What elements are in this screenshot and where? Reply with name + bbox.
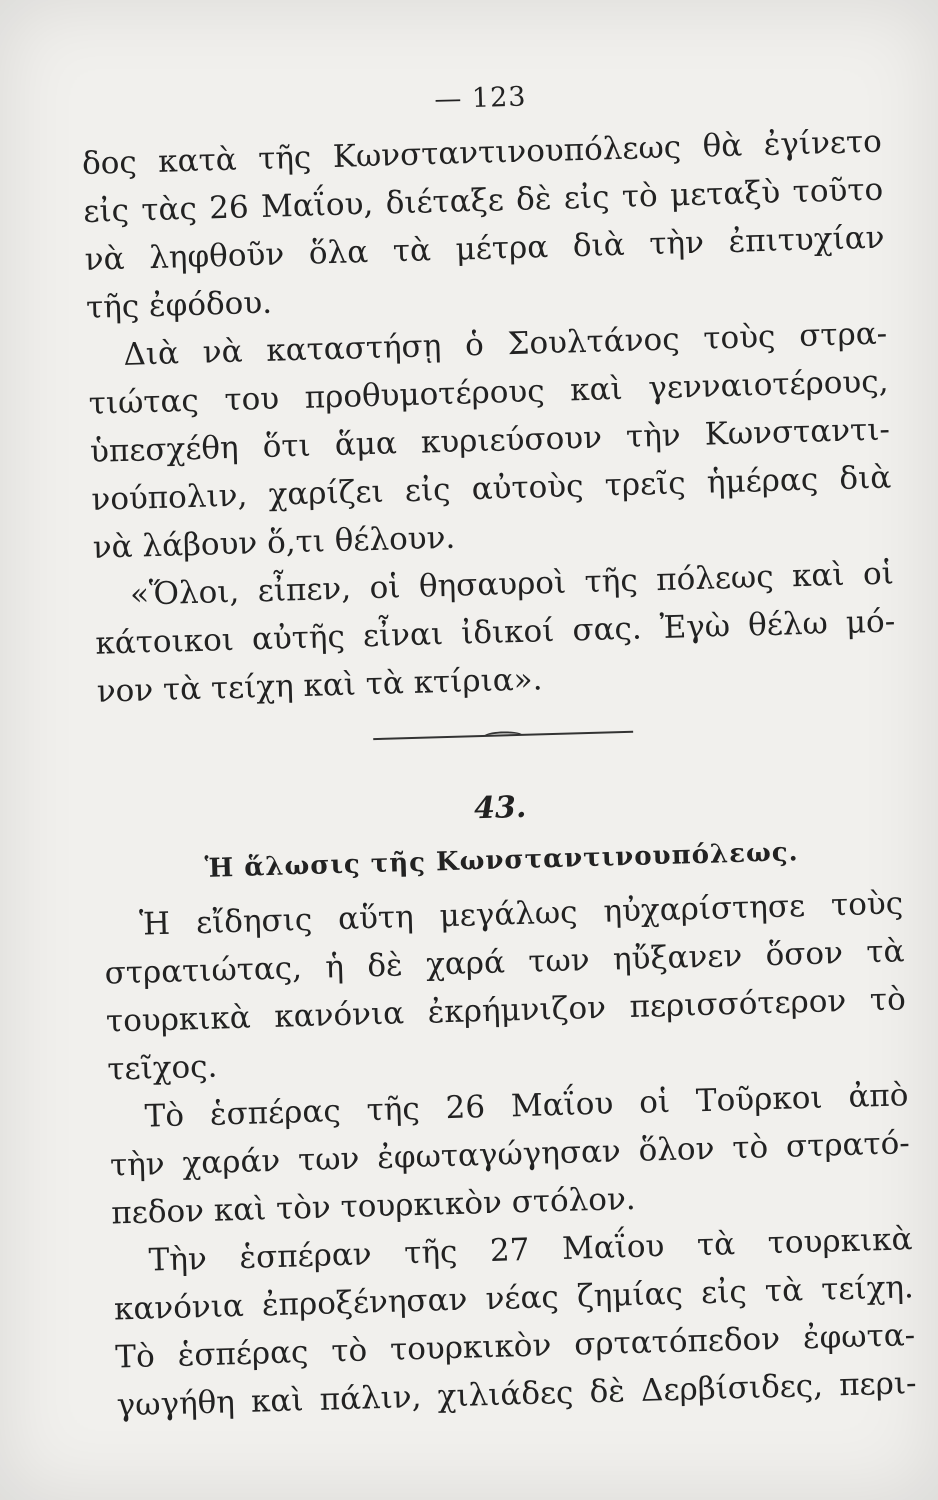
paragraph — [81, 118, 886, 332]
text-line: τουρκικὰ κανόνια ἐκρήμνιζον περισσότερον τὸ — [105, 981, 907, 1040]
paragraph — [93, 549, 897, 715]
text-line: νον τὰ τείχη καὶ τὰ κτίρια». — [96, 661, 543, 710]
text-line: Ἡ εἴδησις αὕτη μεγάλως ηὐχαρίστησε τοὺς — [138, 885, 904, 943]
divider-ornament — [483, 731, 523, 742]
text-line: κάτοικοι αὐτῆς εἶναι ἰδικοί σας. Ἐγὼ θέλω μό- — [94, 603, 896, 662]
text-line: γωγήθη καὶ πάλιν, χιλιάδες δὲ Δερβίσιδες, περι- — [116, 1365, 917, 1424]
paragraph — [103, 879, 908, 1093]
text-line: νὰ ληφθοῦν ὅλα τὰ μέτρα διὰ τὴν ἐπιτυχίαν — [84, 219, 885, 278]
text-line: κανόνια ἐπροξένησαν νέας ζημίας εἰς τὰ τείχη. — [113, 1269, 915, 1328]
text-line: νούπολιν, χαρίζει εἰς αὐτοὺς τρεῖς ἡμέρας διὰ — [90, 459, 892, 518]
text-line: Τὴν ἑσπέραν τῆς 27 Μαΐου τὰ τουρκικὰ — [148, 1221, 913, 1279]
text-line: Διὰ νὰ καταστήσῃ ὁ Σουλτάνος τοὺς στρα- — [122, 315, 888, 373]
text-line: ὑπεσχέθη ὅτι ἅμα κυριεύσουν τὴν Κωνσταντι- — [89, 411, 891, 470]
text-block — [80, 68, 917, 1430]
section-title: Ἡ ἅλωσις τῆς Κωνσταντινουπόλεως. — [204, 837, 800, 884]
text-line: Τὸ ἑσπέρας τῆς 26 Μαΐου οἱ Τοῦρκοι ἀπὸ — [144, 1077, 909, 1135]
text-line: τῆς ἐφόδου. — [85, 284, 273, 326]
text-line: δος κατὰ τῆς Κωνσταντινουπόλεως θὰ ἐγίνετο — [81, 123, 883, 182]
paragraph — [108, 1071, 912, 1237]
text-line: στρατιώτας, ἡ δὲ χαρά των ηὔξανεν ὅσον τὰ — [104, 933, 905, 992]
text-line: τὴν χαράν των ἐφωταγώγησαν ὅλον τὸ στρατό- — [109, 1125, 911, 1184]
section-number: 43. — [473, 789, 527, 827]
text-line: πεδον καὶ τὸν τουρκικὸν στόλον. — [110, 1180, 637, 1232]
text-line: τιώτας του προθυμοτέρους καὶ γενναιοτέρους, — [88, 363, 889, 422]
text-line: εἰς τὰς 26 Μαΐου, διέταξε δὲ εἰς τὸ μεταξὺ τοῦτο — [82, 171, 884, 230]
text-line: «Ὅλοι, εἶπεν, οἱ θησαυροὶ τῆς πόλεως καὶ οἱ — [129, 555, 895, 613]
page-number: — 123 — [433, 81, 527, 116]
text-line: νὰ λάβουν ὅ,τι θέλουν. — [92, 519, 456, 566]
text-line: τεῖχος. — [106, 1048, 218, 1088]
text-line: Τὸ ἑσπέρας τὸ τουρκικὸν σρτατόπεδον ἐφωτα- — [114, 1317, 916, 1376]
paragraph — [87, 310, 893, 572]
